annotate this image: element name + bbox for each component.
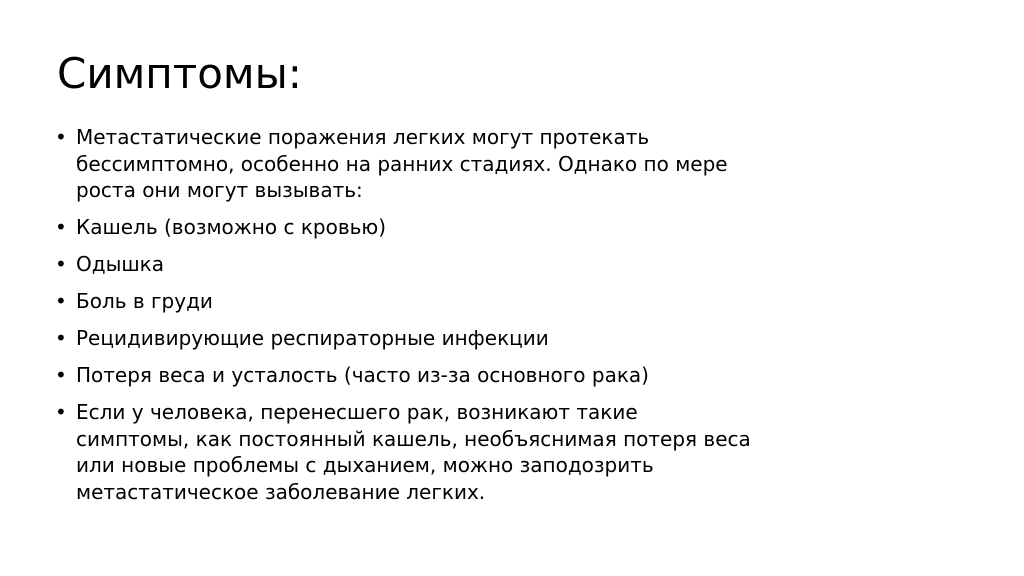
bullet-marker: •	[55, 289, 67, 313]
bullet-text: Если у человека, перенесшего рак, возникают такие симптомы, как постоянный кашель, необъяснимая потеря веса или новые проблемы с дыханием, можно заподозрить метастатическое заболевание легких.	[76, 400, 751, 504]
bullet-item	[55, 325, 755, 352]
bullet-marker: •	[55, 252, 67, 276]
bullet-text: Метастатические поражения легких могут протекать бессимптомно, особенно на ранних стадиях. Однако по мере роста они могут вызывать:	[76, 125, 728, 202]
bullet-text: Кашель (возможно с кровью)	[76, 215, 387, 239]
bullet-item	[55, 251, 755, 278]
bullet-item	[55, 214, 755, 241]
bullet-item	[55, 399, 755, 505]
bullet-list	[55, 124, 755, 516]
bullet-marker: •	[55, 125, 67, 149]
bullet-text: Потеря веса и усталость (часто из-за основного рака)	[76, 363, 649, 387]
bullet-item	[55, 124, 755, 204]
bullet-text: Рецидивирующие респираторные инфекции	[76, 326, 549, 350]
bullet-marker: •	[55, 400, 67, 424]
bullet-marker: •	[55, 326, 67, 350]
bullet-marker: •	[55, 363, 67, 387]
bullet-marker: •	[55, 215, 67, 239]
bullet-item	[55, 288, 755, 315]
bullet-text: Боль в груди	[76, 289, 213, 313]
bullet-item	[55, 362, 755, 389]
slide-title: Симптомы:	[57, 49, 302, 98]
bullet-text: Одышка	[76, 252, 164, 276]
